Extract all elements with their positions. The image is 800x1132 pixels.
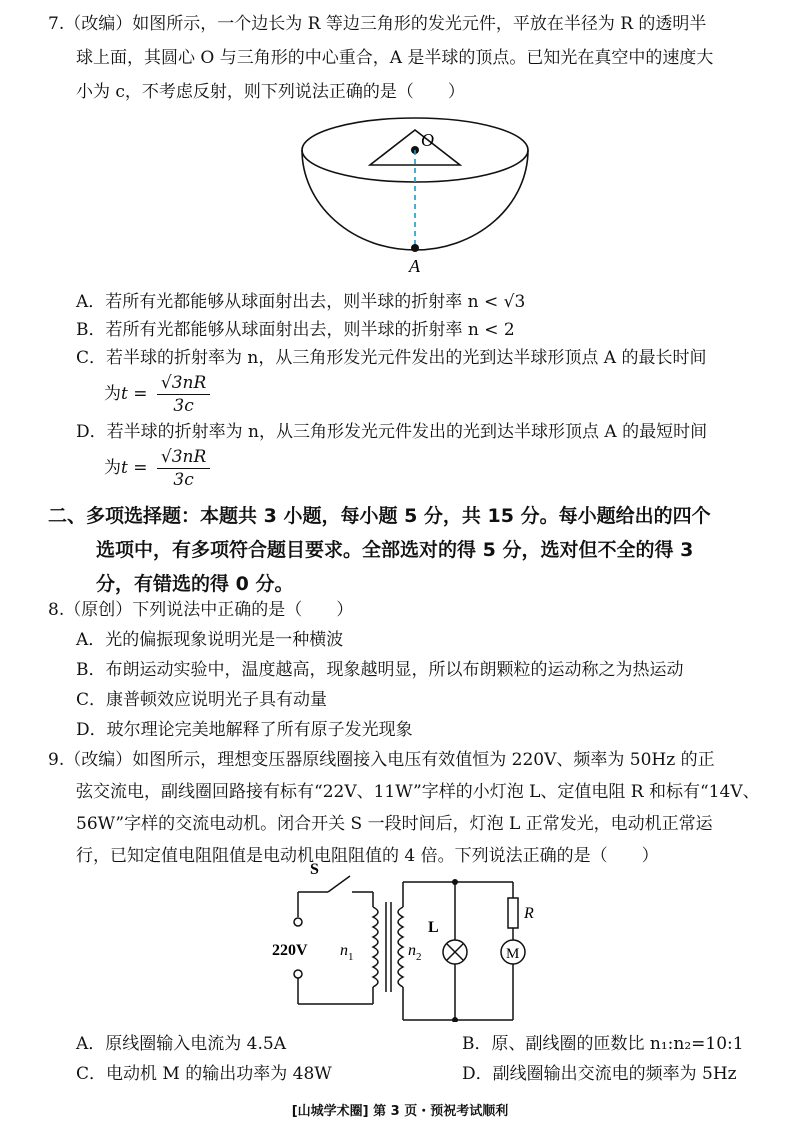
q9-option-b: B．原、副线圈的匝数比 n₁:n₂=10:1 (462, 1034, 744, 1054)
fraction-denominator: 3c (173, 396, 194, 416)
q8-option-c: C．康普顿效应说明光子具有动量 (76, 690, 328, 710)
q8-option-b: B．布朗运动实验中，温度越高，现象越明显，所以布朗颗粒的运动称之为热运动 (76, 660, 684, 680)
q7-stem-line1: 7.（改编）如图所示，一个边长为 R 等边三角形的发光元件，平放在半径为 R 的透明半 (48, 14, 707, 34)
secondary-coil (398, 907, 403, 987)
terminal-bottom (294, 970, 302, 978)
q7-option-a: A．若所有光都能够从球面射出去，则半球的折射率 n < √3 (76, 292, 526, 312)
q9-option-c: C．电动机 M 的输出功率为 48W (76, 1064, 332, 1084)
page-footer: [山城学术圈] 第 3 页・预祝考试顺利 (291, 1104, 509, 1119)
q9-option-a: A．原线圈输入电流为 4.5A (76, 1034, 286, 1054)
vertex-point-a (411, 244, 419, 252)
label-s: S (310, 862, 319, 878)
q7-option-d: D．若半球的折射率为 n，从三角形发光元件发出的光到达半球形顶点 A 的最短时间 (76, 422, 708, 442)
q9-stem-line4: 行，已知定值电阻阻值是电动机电阻阻值的 4 倍。下列说法正确的是（ ） (76, 846, 659, 866)
fraction-numerator: √3nR (157, 446, 210, 469)
fraction (157, 446, 210, 491)
q7-stem-line3: 小为 c，不考虑反射，则下列说法正确的是（ ） (76, 82, 465, 102)
q8-option-d: D．玻尔理论完美地解释了所有原子发光现象 (76, 720, 413, 740)
fraction-numerator: √3nR (157, 372, 210, 395)
q9-stem-line3: 56W”字样的交流电动机。闭合开关 S 一段时间后，灯泡 L 正常发光，电动机正常运 (76, 814, 713, 834)
n2-main: n (408, 942, 416, 959)
section2-heading-line1: 二、多项选择题：本题共 3 小题，每小题 5 分，共 15 分。每小题给出的四个 (48, 505, 711, 527)
label-o: O (421, 130, 434, 150)
wei-text: 为 (104, 384, 121, 404)
label-l: L (428, 919, 439, 936)
switch-s (328, 876, 350, 892)
resistor-r (508, 898, 518, 928)
label-m: M (506, 946, 520, 962)
q7-option-c-formula (104, 372, 210, 417)
q7-option-d-formula (104, 446, 210, 491)
t-equals: t = (121, 458, 148, 478)
wei-text: 为 (104, 458, 121, 478)
label-220v: 220V (272, 942, 308, 959)
label-n2 (408, 942, 422, 963)
n1-main: n (340, 942, 348, 959)
q7-stem-line2: 球上面，其圆心 O 与三角形的中心重合，A 是半球的顶点。已知光在真空中的速度大 (76, 48, 714, 68)
primary-coil (373, 907, 378, 987)
q9-transformer-circuit (268, 862, 558, 1022)
fraction-denominator: 3c (173, 470, 194, 490)
q8-stem: 8.（原创）下列说法中正确的是（ ） (48, 600, 354, 620)
q7-option-b: B．若所有光都能够从球面射出去，则半球的折射率 n < 2 (76, 320, 515, 340)
q9-stem-line2: 弦交流电，副线圈回路接有标有“22V、11W”字样的小灯泡 L、定值电阻 R 和标有“14V、 (76, 782, 760, 802)
q9-option-d: D．副线圈输出交流电的频率为 5Hz (462, 1064, 737, 1084)
section2-heading-line3: 分，有错选的得 0 分。 (96, 573, 294, 595)
q8-option-a: A．光的偏振现象说明光是一种横波 (76, 630, 344, 650)
junction-dot (452, 1017, 458, 1022)
section2-heading-line2: 选项中，有多项符合题目要求。全部选对的得 5 分，选对但不全的得 3 (96, 539, 694, 561)
label-r: R (524, 905, 534, 922)
t-equals: t = (121, 384, 148, 404)
label-n1 (340, 942, 354, 963)
terminal-top (294, 918, 302, 926)
q9-stem-line1: 9.（改编）如图所示，理想变压器原线圈接入电压有效值恒为 220V、频率为 50Hz 的正 (48, 750, 715, 770)
fraction (157, 372, 210, 417)
junction-dot (452, 879, 458, 885)
label-a: A (409, 256, 420, 276)
n1-sub: 1 (348, 951, 354, 963)
n2-sub: 2 (416, 951, 422, 963)
q7-option-c: C．若半球的折射率为 n，从三角形发光元件发出的光到达半球形顶点 A 的最长时间 (76, 348, 707, 368)
q7-hemisphere-diagram (285, 110, 545, 280)
